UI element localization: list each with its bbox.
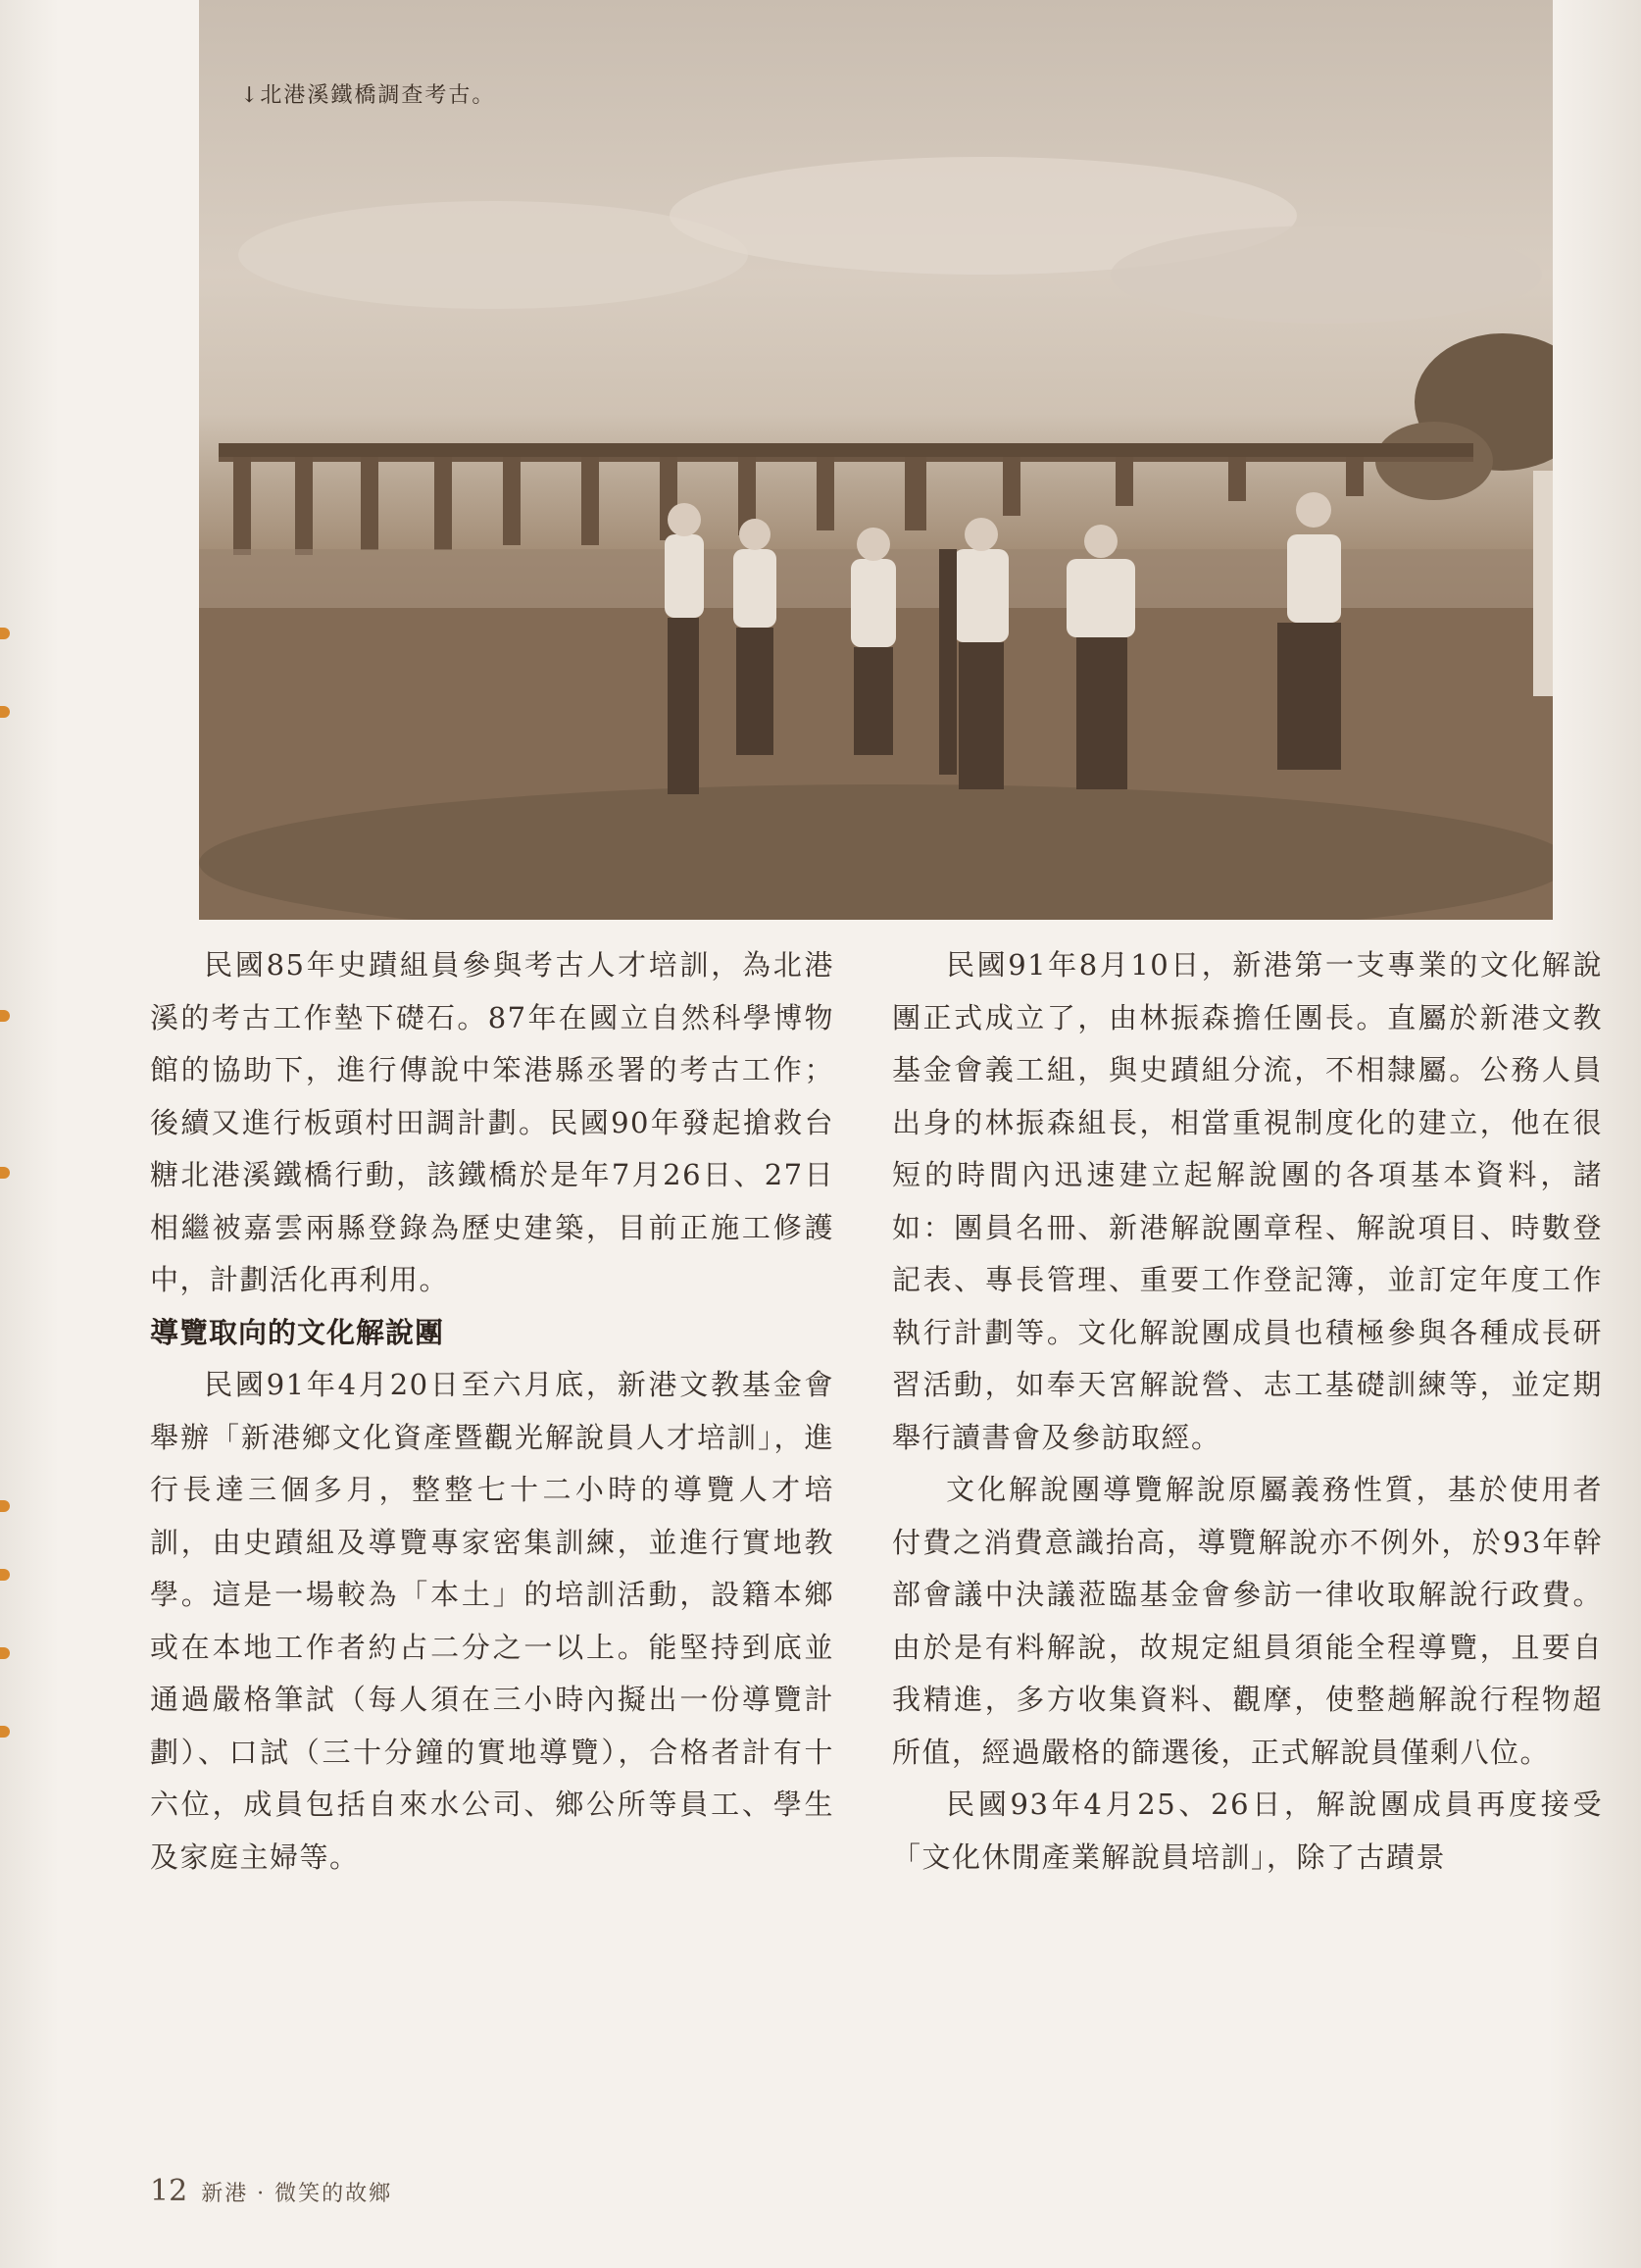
binding-holes <box>0 0 14 2268</box>
left-column <box>150 939 834 1884</box>
right-paragraph-3: 民國93年4月25、26日，解說團成員再度接受「文化休閒產業解說員培訓」，除了古蹟景 <box>892 1788 1603 1874</box>
photo-caption: ↓北港溪鐵橋調查考古。 <box>240 83 496 108</box>
right-column <box>892 939 1603 1884</box>
publication-title: 新港 · 微笑的故鄉 <box>201 2182 393 2206</box>
left-paragraph-1: 民國85年史蹟組員參與考古人才培訓，為北港溪的考古工作墊下礎石。87年在國立自然科學博物館的協助下，進行傳說中笨港縣丞署的考古工作；後續又進行板頭村田調計劃。民國90年發起搶救台糖北港溪鐵橋行動，該鐵橋於是年7月26日、27日相繼被嘉雲兩縣登錄為歷史建築，目前正施工修護中，計劃活化再利用。 <box>150 948 834 1296</box>
page-number: 12 <box>150 2174 188 2208</box>
right-paragraph-1: 民國91年8月10日，新港第一支專業的文化解說團正式成立了，由林振森擔任團長。直屬於新港文教基金會義工組，與史蹟組分流，不相隸屬。公務人員出身的林振森組長，相當重視制度化的建立，他在很短的時間內迅速建立起解說團的各項基本資料，諸如：團員名冊、新港解說團章程、解說項目、時數登記表、專長管理、重要工作登記簿，並訂定年度工作執行計劃等。文化解說團成員也積極參與各種成長研習活動，如奉天宮解說營、志工基礎訓練等，並定期舉行讀書會及參訪取經。 <box>892 948 1603 1454</box>
photo-illustration <box>199 0 1553 920</box>
bridge-survey-photo <box>199 0 1553 920</box>
page-footer <box>150 2174 392 2208</box>
section-heading: 導覽取向的文化解說團 <box>150 1315 445 1349</box>
left-paragraph-2: 民國91年4月20日至六月底，新港文教基金會舉辦「新港鄉文化資產暨觀光解說員人才培訓」，進行長達三個多月，整整七十二小時的導覽人才培訓，由史蹟組及導覽專家密集訓練，並進行實地教學。這是一場較為「本土」的培訓活動，設籍本鄉或在本地工作者約占二分之一以上。能堅持到底並通過嚴格筆試（每人須在三小時內擬出一份導覽計劃）、口試（三十分鐘的實地導覽），合格者計有十六位，成員包括自來水公司、鄉公所等員工、學生及家庭主婦等。 <box>150 1368 834 1874</box>
right-paragraph-2: 文化解說團導覽解說原屬義務性質，基於使用者付費之消費意識抬高，導覽解說亦不例外，於93年幹部會議中決議蒞臨基金會參訪一律收取解說行政費。由於是有料解說，故規定組員須能全程導覽，且要自我精進，多方收集資料、觀摩，使整趟解說行程物超所值，經過嚴格的篩選後，正式解說員僅剩八位。 <box>892 1473 1603 1769</box>
